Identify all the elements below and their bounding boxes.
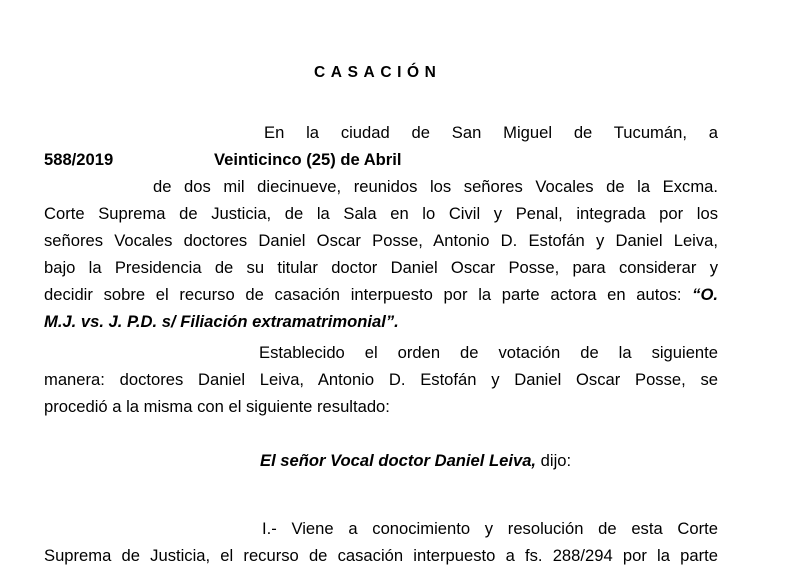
case-number: 588/2019 (44, 150, 114, 169)
paragraph-text: decidir sobre el recurso de casación interpuesto por la parte actora en autos: (44, 285, 693, 304)
paragraph-line: bajo la Presidencia de su titular doctor Daniel Oscar Posse, para considerar y (44, 258, 718, 277)
paragraph-line (44, 284, 718, 306)
paragraph-line: procedió a la misma con el siguiente resultado: (44, 397, 390, 416)
intro-line: En la ciudad de San Miguel de Tucumán, a (264, 123, 718, 142)
case-caption-start: “O. (692, 285, 718, 304)
case-caption: M.J. vs. J. P.D. s/ Filiación extramatrimonial”. (44, 312, 399, 331)
vocal-name: El señor Vocal doctor Daniel Leiva, (260, 451, 537, 470)
date-text: Veinticinco (25) de Abril (214, 150, 402, 169)
paragraph-line: de dos mil diecinueve, reunidos los señores Vocales de la Excma. (153, 177, 718, 196)
vocal-said: dijo: (536, 451, 572, 470)
paragraph-line: Corte Suprema de Justicia, de la Sala en lo Civil y Penal, integrada por los (44, 204, 718, 223)
paragraph-line: Suprema de Justicia, el recurso de casación interpuesto a fs. 288/294 por la parte (44, 546, 718, 565)
vocal-heading (260, 450, 571, 472)
paragraph-line: Establecido el orden de votación de la siguiente (259, 343, 718, 362)
paragraph-line: I.- Viene a conocimiento y resolución de esta Corte (262, 519, 718, 538)
paragraph-line: manera: doctores Daniel Leiva, Antonio D. Estofán y Daniel Oscar Posse, se (44, 370, 718, 389)
document-title: CASACIÓN (314, 64, 442, 81)
paragraph-line: señores Vocales doctores Daniel Oscar Posse, Antonio D. Estofán y Daniel Leiva, (44, 231, 718, 250)
